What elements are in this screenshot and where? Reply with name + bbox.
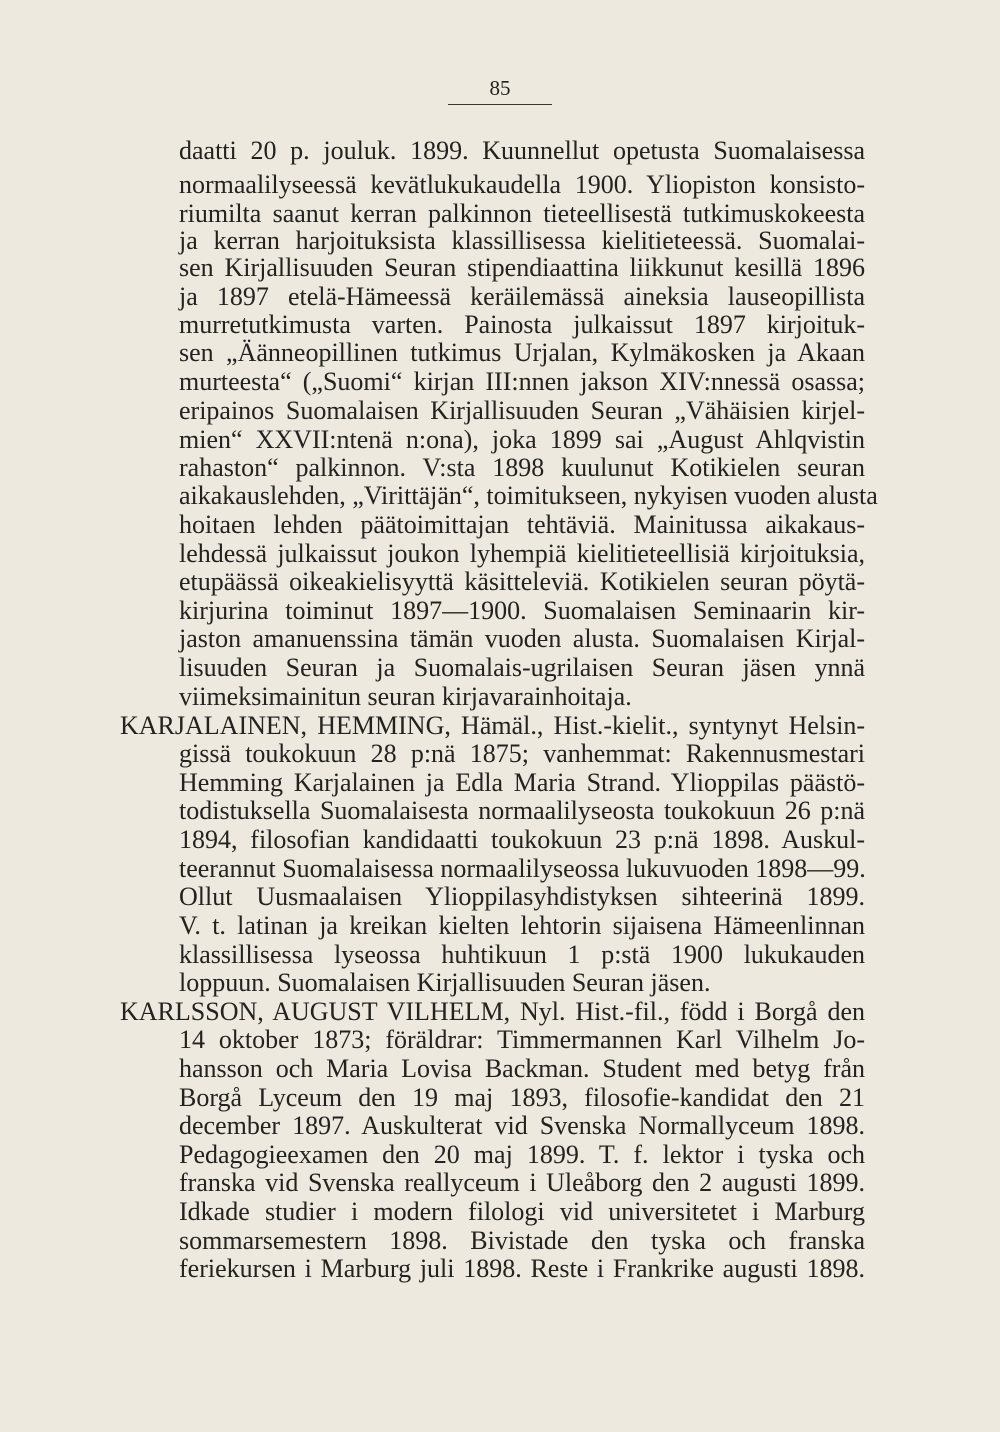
text-line: franska vid Svenska reallyceum i Uleåborg den 2 augusti 1899. — [179, 1168, 865, 1197]
text-line: ja kerran harjoituksista klassillisessa kielitieteessä. Suomalai- — [179, 226, 865, 255]
text-line: todistuksella Suomalaisesta normaalilyseosta toukokuun 26 p:nä — [179, 796, 865, 825]
text-line: hoitaen lehden päätoimittajan tehtäviä. Mainitussa aikakaus- — [179, 510, 865, 539]
text-line: gissä toukokuun 28 p:nä 1875; vanhemmat: Rakennusmestari — [179, 739, 865, 768]
text-line: Hemming Karjalainen ja Edla Maria Strand. Ylioppilas päästö- — [179, 768, 865, 797]
text-line: kirjurina toiminut 1897—1900. Suomalaisen Seminaarin kir- — [179, 596, 865, 625]
text-line: sommarsemestern 1898. Bivistade den tyska och franska — [179, 1226, 865, 1255]
text-line: murretutkimusta varten. Painosta julkaissut 1897 kirjoituk- — [179, 310, 865, 339]
text-line: hansson och Maria Lovisa Backman. Student med betyg från — [179, 1054, 865, 1083]
text-line: eripainos Suomalaisen Kirjallisuuden Seuran „Vähäisien kirjel- — [179, 396, 865, 425]
text-line: lisuuden Seuran ja Suomalais-ugrilaisen Seuran jäsen ynnä — [179, 653, 865, 682]
text-line: jaston amanuenssina tämän vuoden alusta. Suomalaisen Kirjal- — [179, 624, 865, 653]
page-number-rule — [448, 104, 552, 105]
text-line: klassillisessa lyseossa huhtikuun 1 p:stä 1900 lukukauden — [179, 940, 865, 969]
entry-heading-line: KARJALAINEN, HEMMING, Hämäl., Hist.-kielit., syntynyt Helsin- — [120, 711, 865, 740]
page-number: 85 — [489, 76, 511, 100]
text-line: sen Kirjallisuuden Seuran stipendiaattina liikkunut kesillä 1896 — [179, 253, 865, 282]
text-line: Borgå Lyceum den 19 maj 1893, filosofie-kandidat den 21 — [179, 1083, 865, 1112]
text-line: V. t. latinan ja kreikan kielten lehtorin sijaisena Hämeenlinnan — [179, 911, 865, 940]
entry-heading-line: KARLSSON, AUGUST VILHELM, Nyl. Hist.-fil., född i Borgå den — [120, 997, 865, 1026]
text-line: sen „Äänneopillinen tutkimus Urjalan, Kylmäkosken ja Akaan — [179, 338, 865, 367]
text-line: aikakauslehden, „Virittäjän“, toimitukseen, nykyisen vuoden alusta — [179, 481, 878, 510]
text-line: viimeksimainitun seuran kirjavarainhoitaja. — [179, 682, 632, 711]
text-line: lehdessä julkaissut joukon lyhempiä kielitieteellisiä kirjoituksia, — [179, 539, 865, 568]
text-line: murteesta“ („Suomi“ kirjan III:nnen jakson XIV:nnessä osassa; — [179, 367, 865, 396]
text-line: etupäässä oikeakielisyyttä käsitteleviä. Kotikielen seuran pöytä- — [179, 567, 865, 596]
text-line: Ollut Uusmaalaisen Ylioppilasyhdistyksen sihteerinä 1899. — [179, 882, 865, 911]
text-line: loppuun. Suomalaisen Kirjallisuuden Seuran jäsen. — [179, 968, 711, 997]
text-line: teerannut Suomalaisessa normaalilyseossa lukuvuoden 1898—99. — [179, 854, 866, 883]
text-line: 1894, filosofian kandidaatti toukokuun 23 p:nä 1898. Auskul- — [179, 825, 865, 854]
text-line: riumilta saanut kerran palkinnon tieteellisestä tutkimuskokeesta — [179, 199, 865, 228]
text-line: daatti 20 p. jouluk. 1899. Kuunnellut opetusta Suomalaisessa — [179, 136, 865, 165]
text-line: december 1897. Auskulterat vid Svenska Normallyceum 1898. — [179, 1111, 865, 1140]
text-line: Pedagogieexamen den 20 maj 1899. T. f. lektor i tyska och — [179, 1140, 865, 1169]
text-line: 14 oktober 1873; föräldrar: Timmermannen Karl Vilhelm Jo- — [179, 1025, 865, 1054]
text-line: rahaston“ palkinnon. V:sta 1898 kuulunut Kotikielen seuran — [179, 453, 865, 482]
text-line: Idkade studier i modern filologi vid universitetet i Marburg — [179, 1197, 865, 1226]
text-line: normaalilyseessä kevätlukukaudella 1900. Yliopiston konsisto- — [179, 170, 865, 199]
text-line: feriekursen i Marburg juli 1898. Reste i Frankrike augusti 1898. — [179, 1254, 865, 1283]
text-line: mien“ XXVII:ntenä n:ona), joka 1899 sai „August Ahlqvistin — [179, 425, 865, 454]
text-line: ja 1897 etelä-Hämeessä keräilemässä aineksia lauseopillista — [179, 282, 865, 311]
